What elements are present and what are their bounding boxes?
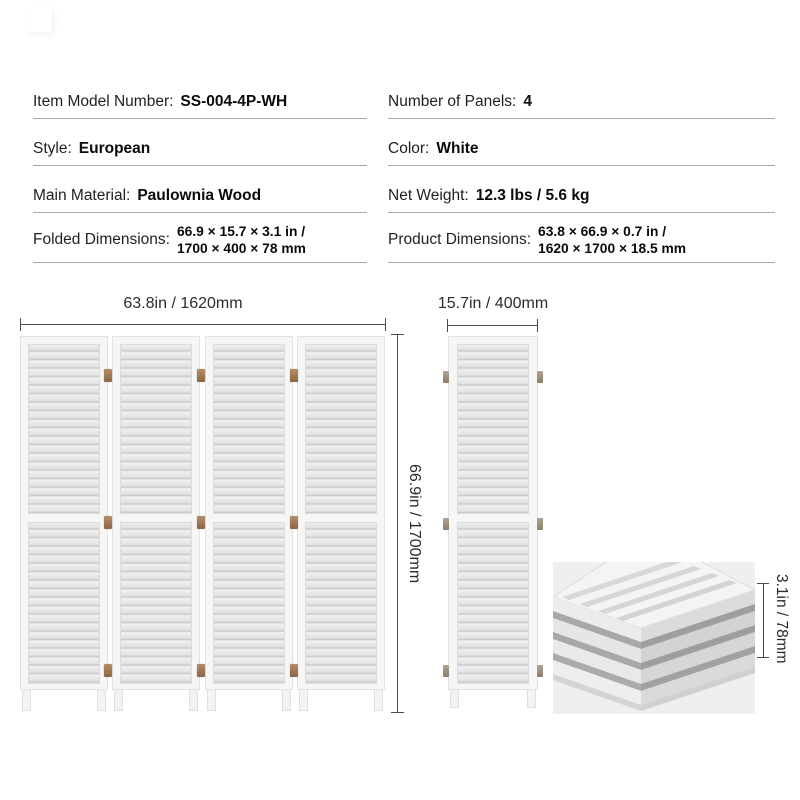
front-view-width-dimension-line	[20, 324, 386, 325]
dimension-tick	[20, 318, 21, 331]
spec-row-net-weight	[388, 180, 775, 213]
corner-detail-thickness-dimension-line	[763, 583, 764, 657]
hinge	[197, 369, 205, 382]
spec-label: Main Material:	[33, 187, 131, 204]
hinge	[104, 369, 112, 382]
louver-section	[213, 344, 285, 514]
spec-row-style	[33, 133, 367, 166]
hinge	[104, 664, 112, 677]
hinge	[443, 371, 449, 383]
spec-row-panel-count	[388, 86, 775, 119]
spec-value: SS-004-4P-WH	[180, 93, 288, 110]
hinge	[537, 665, 543, 677]
panel-leg	[207, 689, 216, 711]
dimension-tick	[385, 318, 386, 331]
panel-leg	[114, 689, 123, 711]
louver-section	[305, 522, 377, 684]
hinge	[104, 516, 112, 529]
dimension-tick	[447, 319, 448, 332]
panel-leg	[299, 689, 308, 711]
spec-value-line: 1620 × 1700 × 18.5 mm	[538, 240, 687, 256]
spec-label: Style:	[33, 140, 72, 157]
spec-row-folded-dimensions	[33, 221, 367, 263]
louver-section	[213, 522, 285, 684]
spec-row-material	[33, 180, 367, 213]
folded-divider-stack	[448, 336, 538, 690]
dimension-tick	[537, 319, 538, 332]
front-view-height-label: 66.9in / 1700mm	[406, 463, 423, 584]
front-view-width-label: 63.8in / 1620mm	[123, 295, 243, 312]
panel-leg	[22, 689, 31, 711]
divider-panel-2	[112, 336, 200, 690]
folded-view-width-label: 15.7in / 400mm	[437, 295, 549, 312]
spec-value: 4	[523, 93, 532, 110]
spec-value: European	[78, 140, 151, 157]
hinge	[537, 371, 543, 383]
folded-view-width-dimension-line	[447, 325, 538, 326]
spec-row-model-number	[33, 86, 367, 119]
panel-leg	[527, 689, 536, 708]
panel-leg	[282, 689, 291, 711]
hinge	[290, 664, 298, 677]
front-view-height-dimension-line	[397, 334, 398, 713]
spec-value-line: 1700 × 400 × 78 mm	[176, 240, 306, 256]
hinge	[197, 664, 205, 677]
spec-label: Color:	[388, 140, 430, 157]
stacked-panels-corner-illustration	[553, 562, 755, 714]
spec-label: Number of Panels:	[388, 93, 517, 110]
divider-panel-3	[205, 336, 293, 690]
louver-section	[457, 522, 529, 684]
panel-leg	[97, 689, 106, 711]
corner-detail-thickness-label: 3.1in / 78mm	[773, 574, 790, 664]
louver-section	[28, 522, 100, 684]
panel-leg	[374, 689, 383, 711]
louver-section	[305, 344, 377, 514]
corner-detail-image	[553, 562, 755, 714]
louver-section	[120, 344, 192, 514]
hinge	[290, 369, 298, 382]
spec-label: Folded Dimensions:	[33, 230, 170, 248]
hinge	[443, 518, 449, 530]
spec-value-multiline	[538, 223, 686, 257]
spec-value: White	[436, 140, 479, 157]
hinge	[290, 516, 298, 529]
louver-section	[457, 344, 529, 514]
divider-panel-4	[297, 336, 385, 690]
hinge	[197, 516, 205, 529]
spec-value-line: 63.8 × 66.9 × 0.7 in /	[538, 223, 667, 239]
divider-panel-1	[20, 336, 108, 690]
spec-value: 12.3 lbs / 5.6 kg	[475, 187, 590, 204]
spec-label: Item Model Number:	[33, 93, 174, 110]
hinge	[443, 665, 449, 677]
decorative-square	[28, 8, 52, 32]
spec-value-multiline	[177, 223, 306, 257]
panel-leg	[189, 689, 198, 711]
hinge	[537, 518, 543, 530]
spec-row-product-dimensions	[388, 221, 775, 263]
spec-value: Paulownia Wood	[137, 187, 262, 204]
spec-row-color	[388, 133, 775, 166]
spec-value-line: 66.9 × 15.7 × 3.1 in /	[176, 223, 306, 239]
louver-section	[120, 522, 192, 684]
spec-label: Product Dimensions:	[388, 230, 532, 248]
louver-section	[28, 344, 100, 514]
spec-label: Net Weight:	[388, 187, 469, 204]
panel-leg	[450, 689, 459, 708]
